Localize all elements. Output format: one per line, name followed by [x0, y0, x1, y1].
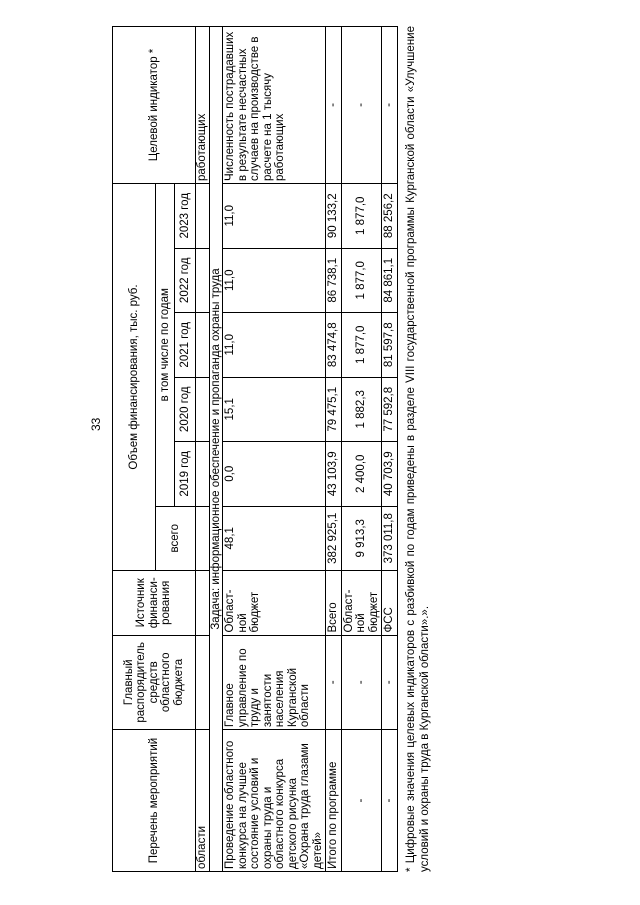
summary-year-value: 77 592,8	[382, 377, 398, 442]
summary-year-value: 83 474,8	[326, 313, 342, 378]
header-year: 2022 год	[175, 248, 196, 313]
event-source: Област-ной бюджет	[223, 571, 326, 636]
summary-events: Итого по программе	[326, 730, 342, 872]
summary-row-fss	[382, 27, 398, 872]
summary-year-value: 1 877,0	[341, 183, 382, 248]
carry-empty	[196, 571, 210, 636]
summary-source: ФСС	[382, 571, 398, 636]
header-year: 2020 год	[175, 377, 196, 442]
carry-indicator: работающих	[196, 27, 210, 184]
carry-empty	[196, 313, 210, 378]
carry-empty	[196, 635, 210, 730]
summary-year-value: 84 861,1	[382, 248, 398, 313]
carry-empty	[196, 248, 210, 313]
summary-distributor: -	[341, 635, 382, 730]
header-events: Перечень мероприятий	[113, 730, 196, 872]
header-source: Источник финанси-рования	[113, 571, 196, 636]
rotated-page-content	[112, 26, 504, 872]
event-year-value: 11,0	[223, 248, 326, 313]
summary-year-value: 79 475,1	[326, 377, 342, 442]
summary-year-value: 88 256,2	[382, 183, 398, 248]
event-row	[223, 27, 326, 872]
carry-over-row	[196, 27, 210, 872]
summary-total: 382 925,1	[326, 506, 342, 571]
carry-empty	[196, 377, 210, 442]
summary-indicator: -	[341, 27, 382, 184]
summary-source: Всего	[326, 571, 342, 636]
summary-year-value: 43 103,9	[326, 442, 342, 507]
program-table	[112, 26, 398, 872]
header-year: 2021 год	[175, 313, 196, 378]
header-indicator: Целевой индикатор *	[113, 27, 196, 184]
header-year: 2019 год	[175, 442, 196, 507]
summary-year-value: 86 738,1	[326, 248, 342, 313]
summary-year-value: 90 133,2	[326, 183, 342, 248]
summary-events: -	[382, 730, 398, 872]
header-funding: Объем финансирования, тыс. руб.	[113, 183, 156, 570]
header-by-years: в том числе по годам	[156, 183, 175, 506]
event-total: 48,1	[223, 506, 326, 571]
summary-year-value: 81 597,8	[382, 313, 398, 378]
summary-row-regional	[341, 27, 382, 872]
event-distributor: Главное управление по труду и занятости населения Курганской области	[223, 635, 326, 730]
header-distributor: Главный распорядитель средств областного бюджета	[113, 635, 196, 730]
header-row-1	[113, 27, 156, 872]
carry-empty	[196, 183, 210, 248]
summary-events: -	[341, 730, 382, 872]
summary-distributor: -	[326, 635, 342, 730]
header-total: всего	[156, 506, 196, 571]
header-year: 2023 год	[175, 183, 196, 248]
event-year-value: 15,1	[223, 377, 326, 442]
footnote: * Цифровые значения целевых индикаторов с разбивкой по годам приведены в разделе VIII государственной программы Курганской области «Улучшение условий и охраны труда в Курганской области».».	[404, 26, 431, 872]
event-year-value: 11,0	[223, 183, 326, 248]
summary-row-total	[326, 27, 342, 872]
summary-year-value: 2 400,0	[341, 442, 382, 507]
summary-distributor: -	[382, 635, 398, 730]
page-number: 33	[89, 417, 103, 431]
carry-empty	[196, 506, 210, 571]
summary-year-value: 1 877,0	[341, 248, 382, 313]
summary-year-value: 1 877,0	[341, 313, 382, 378]
summary-total: 373 011,8	[382, 506, 398, 571]
summary-total: 9 913,3	[341, 506, 382, 571]
carry-empty	[196, 442, 210, 507]
task-row	[209, 27, 223, 872]
summary-year-value: 1 882,3	[341, 377, 382, 442]
summary-indicator: -	[382, 27, 398, 184]
event-year-value: 11,0	[223, 313, 326, 378]
task-title: Задача: информационное обеспечение и пропаганда охраны труда	[209, 27, 223, 872]
summary-source: Област-ной бюджет	[341, 571, 382, 636]
event-indicator: Численность пострадавших в результате несчастных случаев на производстве в расчете на 1 тысячу работающих	[223, 27, 326, 184]
summary-indicator: -	[326, 27, 342, 184]
event-name: Проведение областного конкурса на лучшее состояние условий и охраны труда и областного конкурса детского рисунка «Охрана труда глазами детей»	[223, 730, 326, 872]
summary-year-value: 40 703,9	[382, 442, 398, 507]
carry-events: области	[196, 730, 210, 872]
event-year-value: 0,0	[223, 442, 326, 507]
